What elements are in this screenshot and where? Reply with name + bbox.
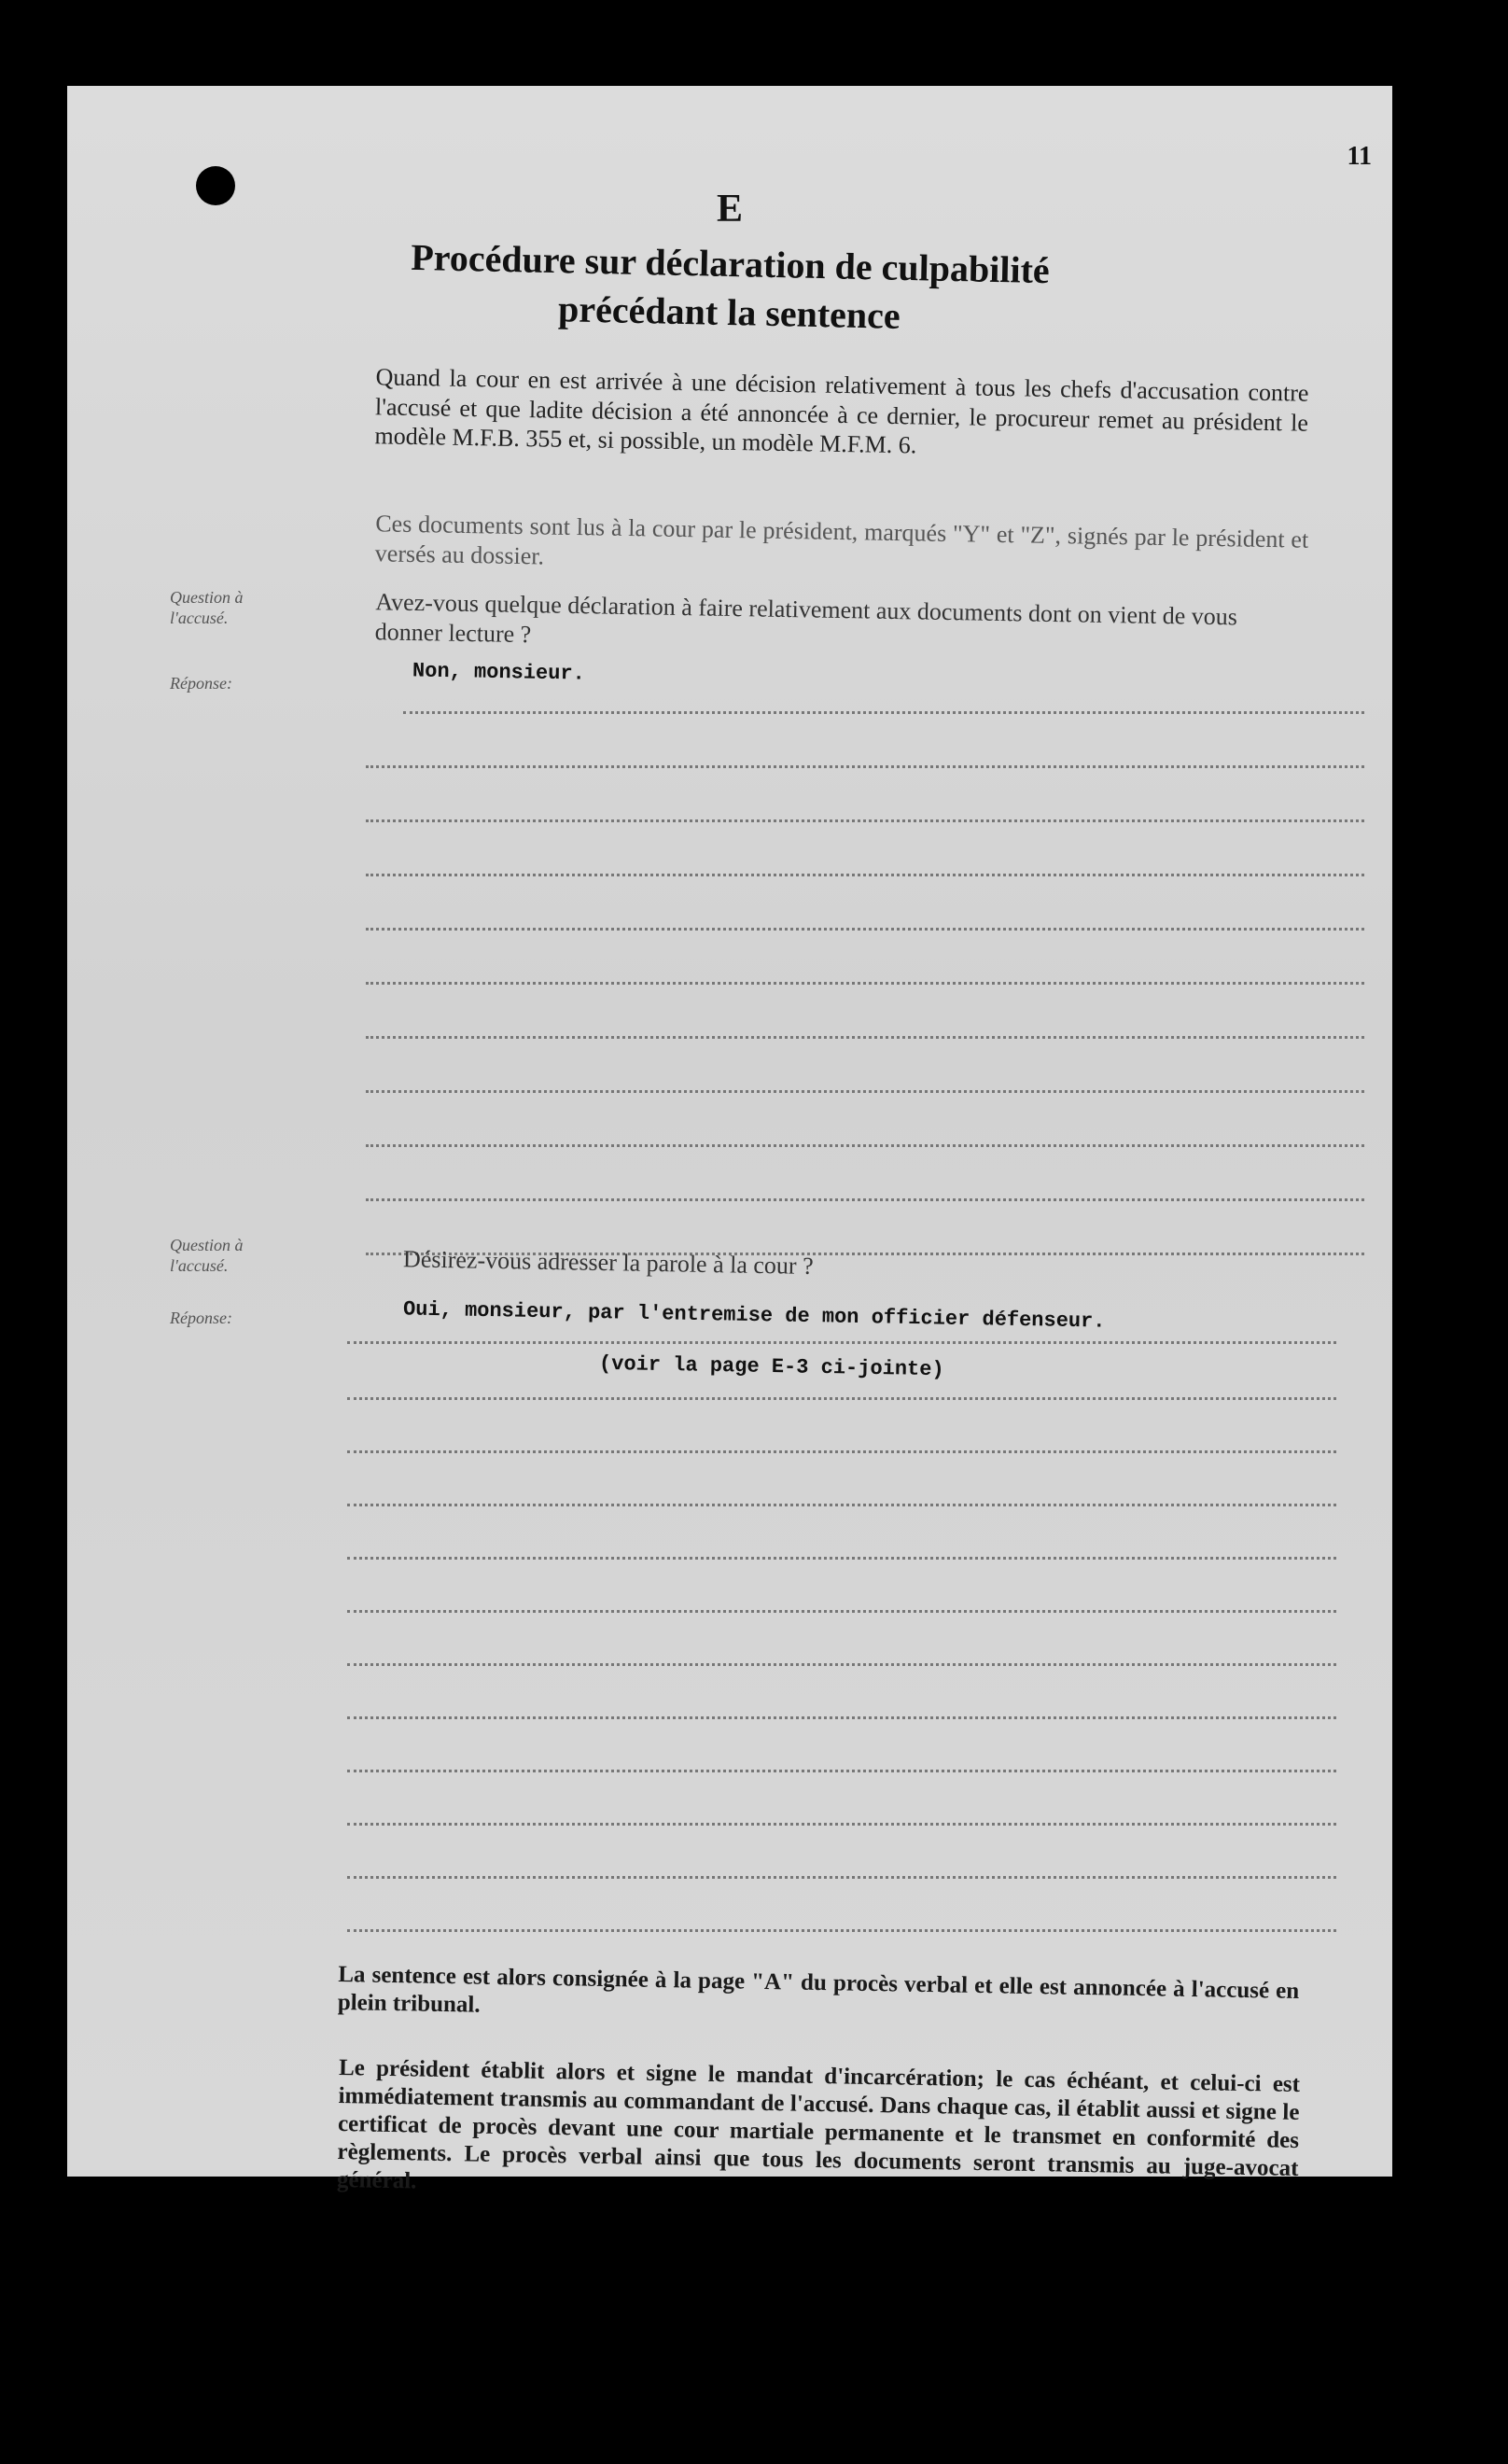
answer-line: [347, 1397, 1336, 1400]
sentence-paragraph: La sentence est alors consignée à la page "A" du procès verbal et elle est annoncée à l'accusé en plein tribunal.: [337, 1962, 1300, 2018]
punch-hole: [196, 166, 235, 205]
answer-line: [347, 1716, 1336, 1719]
title-line-2: précédant la sentence: [557, 287, 901, 337]
section-letter: E: [716, 188, 743, 231]
question-1: Avez-vous quelque déclaration à faire relativement aux documents dont on vient de vous donner lecture ?: [374, 588, 1238, 648]
final-paragraph: Le président établit alors et signe le mandat d'incarcération; le cas échéant, et celui-ci est immédiatement transmis au commandant de l'accusé. Dans chaque cas, il établit aussi et signe le certificat de procès devant une cour martiale permanente et le transmet en conformité des règlements. Le procès verbal ainsi que tous les documents seront transmis au juge-avocat général.: [336, 2055, 1301, 2194]
answer-line: [347, 1504, 1336, 1506]
answer-line: [347, 1929, 1336, 1932]
answer-line: [366, 765, 1364, 768]
answer-line: [347, 1876, 1336, 1879]
answer-label-2: Réponse:: [170, 1309, 232, 1327]
document-page: [67, 86, 1392, 2194]
title-line-1: Procédure sur déclaration de culpabilité: [410, 235, 1051, 292]
answer-line: [347, 1663, 1336, 1666]
answer-line: [366, 819, 1364, 822]
question-label-2: Question à l'accusé.: [170, 1236, 244, 1275]
answer-line: [347, 1557, 1336, 1560]
answer-line: [366, 928, 1364, 931]
answer-line: [347, 1341, 1336, 1344]
answer-line: [347, 1823, 1336, 1826]
answer-line: [366, 1144, 1364, 1147]
answer-label-1: Réponse:: [170, 674, 232, 693]
intro-paragraph: Quand la cour en est arrivée à une décision relativement à tous les chefs d'accusation contre l'accusé et que ladite décision a été annoncée à ce dernier, le procureur remet au président le modèle M.F.B. 355 et, si possible, un modèle M.F.M. 6.: [374, 363, 1309, 459]
page-number: 11: [1347, 142, 1372, 171]
answer-2-line-2: (voir la page E-3 ci-jointe): [598, 1351, 944, 1382]
answer-2-line-1: Oui, monsieur, par l'entremise de mon officier défenseur.: [402, 1297, 1106, 1334]
answer-line: [366, 1198, 1364, 1201]
answer-line: [347, 1770, 1336, 1772]
answer-line: [347, 1450, 1336, 1453]
answer-line: [366, 1036, 1364, 1039]
answer-line: [366, 982, 1364, 985]
answer-line: [403, 711, 1364, 714]
answer-line: [347, 1610, 1336, 1613]
documents-paragraph: Ces documents sont lus à la cour par le président, marqués "Y" et "Z", signés par le président et versés au dossier.: [374, 510, 1309, 570]
answer-line: [366, 1090, 1364, 1093]
answer-1: Non, monsieur.: [412, 659, 586, 686]
question-label-1: Question à l'accusé.: [170, 588, 244, 627]
question-2: Désirez-vous adresser la parole à la cour ?: [402, 1245, 814, 1280]
answer-line: [366, 874, 1364, 876]
page-title: [66, 226, 1393, 351]
